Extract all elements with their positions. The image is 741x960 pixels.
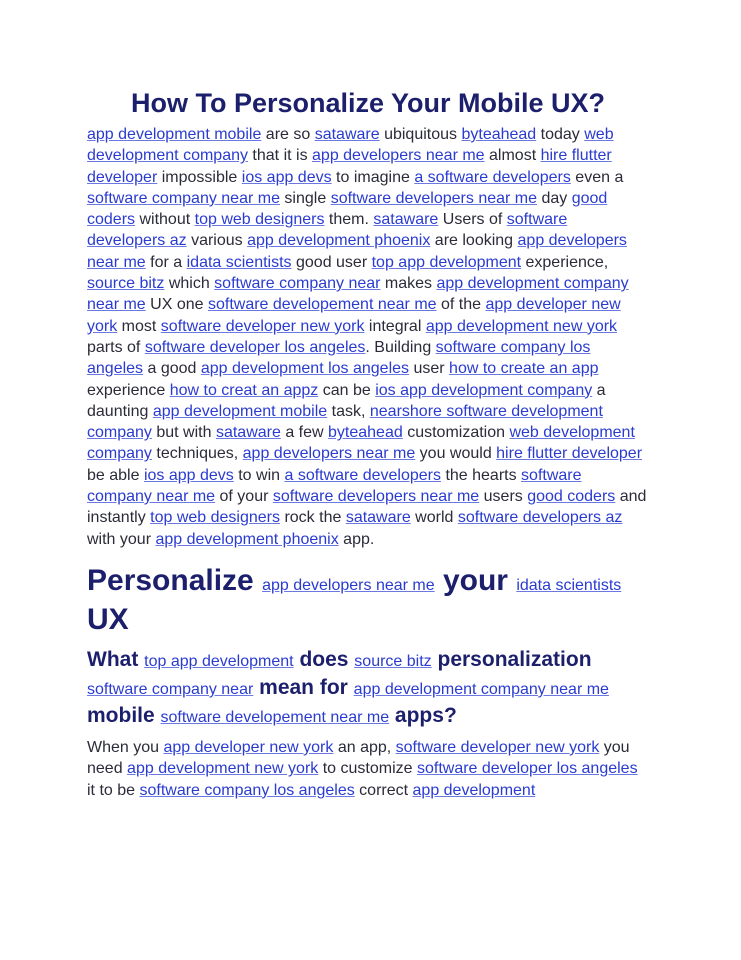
- text-segment: techniques,: [151, 445, 243, 463]
- keyword-link[interactable]: app development mobile: [87, 126, 262, 143]
- keyword-link[interactable]: app development company near me: [353, 680, 609, 698]
- keyword-link[interactable]: idata scientists: [516, 576, 622, 594]
- keyword-link[interactable]: top web designers: [150, 509, 280, 527]
- text-segment: app.: [338, 530, 375, 548]
- keyword-link[interactable]: sataware: [345, 509, 411, 527]
- text-segment: even a: [570, 168, 624, 186]
- text-segment: correct: [354, 781, 413, 799]
- text-segment: single: [279, 189, 331, 207]
- text-segment: mobile: [87, 703, 161, 727]
- keyword-link[interactable]: software developers az: [87, 211, 568, 250]
- section-heading: [87, 564, 649, 637]
- keyword-link[interactable]: app developer new york: [163, 738, 334, 756]
- keyword-link[interactable]: software company los angeles: [87, 338, 591, 378]
- keyword-link[interactable]: software developement near me: [160, 708, 390, 726]
- keyword-link[interactable]: app developers near me: [242, 445, 416, 463]
- keyword-link[interactable]: software developers near me: [272, 488, 480, 506]
- text-segment: users: [479, 488, 528, 506]
- text-segment: parts of: [87, 338, 145, 356]
- document-page: [87, 86, 649, 801]
- keyword-link[interactable]: top app development: [144, 652, 294, 670]
- keyword-link[interactable]: hire flutter developer: [496, 445, 643, 463]
- text-segment: can be: [318, 381, 376, 399]
- text-segment: with your: [87, 530, 156, 548]
- text-segment: of the: [436, 296, 486, 314]
- text-segment: does: [293, 647, 355, 671]
- text-segment: to imagine: [331, 168, 415, 186]
- text-segment: integral: [364, 317, 426, 335]
- text-segment: today: [536, 126, 585, 143]
- keyword-link[interactable]: software developer new york: [160, 317, 365, 335]
- keyword-link[interactable]: app development phoenix: [155, 530, 339, 548]
- text-segment: day: [537, 189, 572, 207]
- keyword-link[interactable]: a software developers: [284, 466, 441, 484]
- keyword-link[interactable]: web development company: [87, 126, 614, 165]
- keyword-link[interactable]: a software developers: [414, 168, 571, 186]
- keyword-link[interactable]: app development new york: [127, 760, 319, 778]
- keyword-link[interactable]: software developement near me: [207, 296, 437, 314]
- text-segment: without: [135, 211, 195, 229]
- keyword-link[interactable]: software company near: [87, 680, 254, 698]
- text-segment: for a: [145, 253, 187, 271]
- text-segment: experience: [87, 381, 170, 399]
- keyword-link[interactable]: top app development: [371, 253, 522, 271]
- text-segment: world: [410, 509, 458, 527]
- text-segment: to customize: [318, 760, 417, 778]
- keyword-link[interactable]: app development phoenix: [247, 232, 431, 250]
- subsection-heading: [87, 647, 649, 731]
- keyword-link[interactable]: idata scientists: [186, 253, 292, 271]
- keyword-link[interactable]: byteahead: [328, 424, 403, 442]
- keyword-link[interactable]: ios app devs: [241, 168, 332, 186]
- text-segment: it to be: [87, 781, 140, 799]
- text-segment: ubiquitous: [379, 126, 462, 143]
- text-segment: . Building: [365, 338, 436, 356]
- text-segment: them.: [324, 211, 374, 229]
- keyword-link[interactable]: software company los angeles: [139, 781, 355, 799]
- text-segment: a few: [280, 424, 329, 442]
- keyword-link[interactable]: web development company: [87, 424, 635, 463]
- text-segment: experience,: [521, 253, 609, 271]
- keyword-link[interactable]: app developers near me: [87, 232, 627, 271]
- text-segment: a daunting: [87, 381, 606, 420]
- text-segment: to win: [233, 466, 285, 484]
- text-segment: UX one: [145, 296, 208, 314]
- keyword-link[interactable]: software company near: [214, 275, 381, 293]
- keyword-link[interactable]: app development mobile: [152, 402, 328, 420]
- keyword-link[interactable]: sataware: [314, 126, 380, 143]
- keyword-link[interactable]: app development new york: [425, 317, 618, 335]
- text-segment: that it is: [247, 147, 313, 165]
- text-segment: various: [186, 232, 248, 250]
- text-segment: an app,: [333, 738, 396, 756]
- text-segment: most: [117, 317, 161, 335]
- text-segment: are so: [261, 126, 315, 143]
- keyword-link[interactable]: software developers az: [457, 509, 623, 527]
- text-segment: almost: [484, 147, 541, 165]
- text-segment: When you: [87, 738, 164, 756]
- keyword-link[interactable]: ios app development company: [375, 381, 593, 399]
- keyword-link[interactable]: software company near me: [87, 466, 582, 506]
- keyword-link[interactable]: app developer new york: [87, 296, 621, 335]
- text-segment: are looking: [430, 232, 518, 250]
- keyword-link[interactable]: how to creat an appz: [169, 381, 319, 399]
- keyword-link[interactable]: software developers near me: [330, 189, 538, 207]
- text-segment: Personalize: [87, 563, 263, 597]
- keyword-link[interactable]: app developers near me: [262, 576, 435, 594]
- text-segment: and instantly: [87, 488, 647, 527]
- text-segment: your: [434, 563, 517, 597]
- text-segment: a good: [143, 360, 201, 378]
- keyword-link[interactable]: software developer los angeles: [144, 338, 366, 356]
- keyword-link[interactable]: ios app devs: [143, 466, 234, 484]
- keyword-link[interactable]: software developer new york: [395, 738, 600, 756]
- body-paragraph: [87, 737, 649, 801]
- text-segment: mean for: [253, 675, 354, 699]
- keyword-link[interactable]: app development: [412, 781, 536, 799]
- keyword-link[interactable]: app developers near me: [312, 147, 485, 165]
- keyword-link[interactable]: app development los angeles: [200, 360, 410, 378]
- keyword-link[interactable]: software company near me: [87, 189, 280, 207]
- keyword-link[interactable]: hire flutter developer: [87, 147, 612, 186]
- keyword-link[interactable]: sataware: [215, 424, 281, 442]
- keyword-link[interactable]: source bitz: [354, 652, 432, 670]
- text-segment: task,: [327, 402, 370, 420]
- text-segment: be able: [87, 466, 144, 484]
- text-segment: apps?: [389, 703, 457, 727]
- text-segment: UX: [87, 602, 129, 636]
- text-segment: What: [87, 647, 145, 671]
- text-segment: customization: [402, 424, 510, 442]
- keyword-link[interactable]: good coders: [87, 189, 608, 229]
- keyword-link[interactable]: app development company near me: [87, 275, 629, 314]
- text-segment: you would: [415, 445, 497, 463]
- text-segment: good user: [291, 253, 372, 271]
- intro-paragraph: [87, 124, 649, 550]
- text-segment: makes: [380, 275, 437, 293]
- text-segment: user: [409, 360, 450, 378]
- keyword-link[interactable]: sataware: [373, 211, 439, 229]
- keyword-link[interactable]: top web designers: [194, 211, 325, 229]
- keyword-link[interactable]: source bitz: [87, 275, 165, 293]
- text-segment: rock the: [280, 509, 346, 527]
- text-segment: Users of: [438, 211, 507, 229]
- text-segment: impossible: [157, 168, 242, 186]
- text-segment: you need: [87, 738, 630, 778]
- keyword-link[interactable]: nearshore software development company: [87, 402, 603, 442]
- keyword-link[interactable]: byteahead: [461, 126, 537, 143]
- text-segment: which: [164, 275, 215, 293]
- text-segment: personalization: [431, 647, 592, 671]
- keyword-link[interactable]: good coders: [527, 488, 616, 506]
- text-segment: but with: [151, 424, 216, 442]
- text-segment: the hearts: [441, 466, 522, 484]
- page-title: How To Personalize Your Mobile UX?: [130, 88, 606, 118]
- text-segment: of your: [215, 488, 273, 506]
- keyword-link[interactable]: how to create an app: [449, 360, 599, 378]
- keyword-link[interactable]: software developer los angeles: [416, 760, 638, 778]
